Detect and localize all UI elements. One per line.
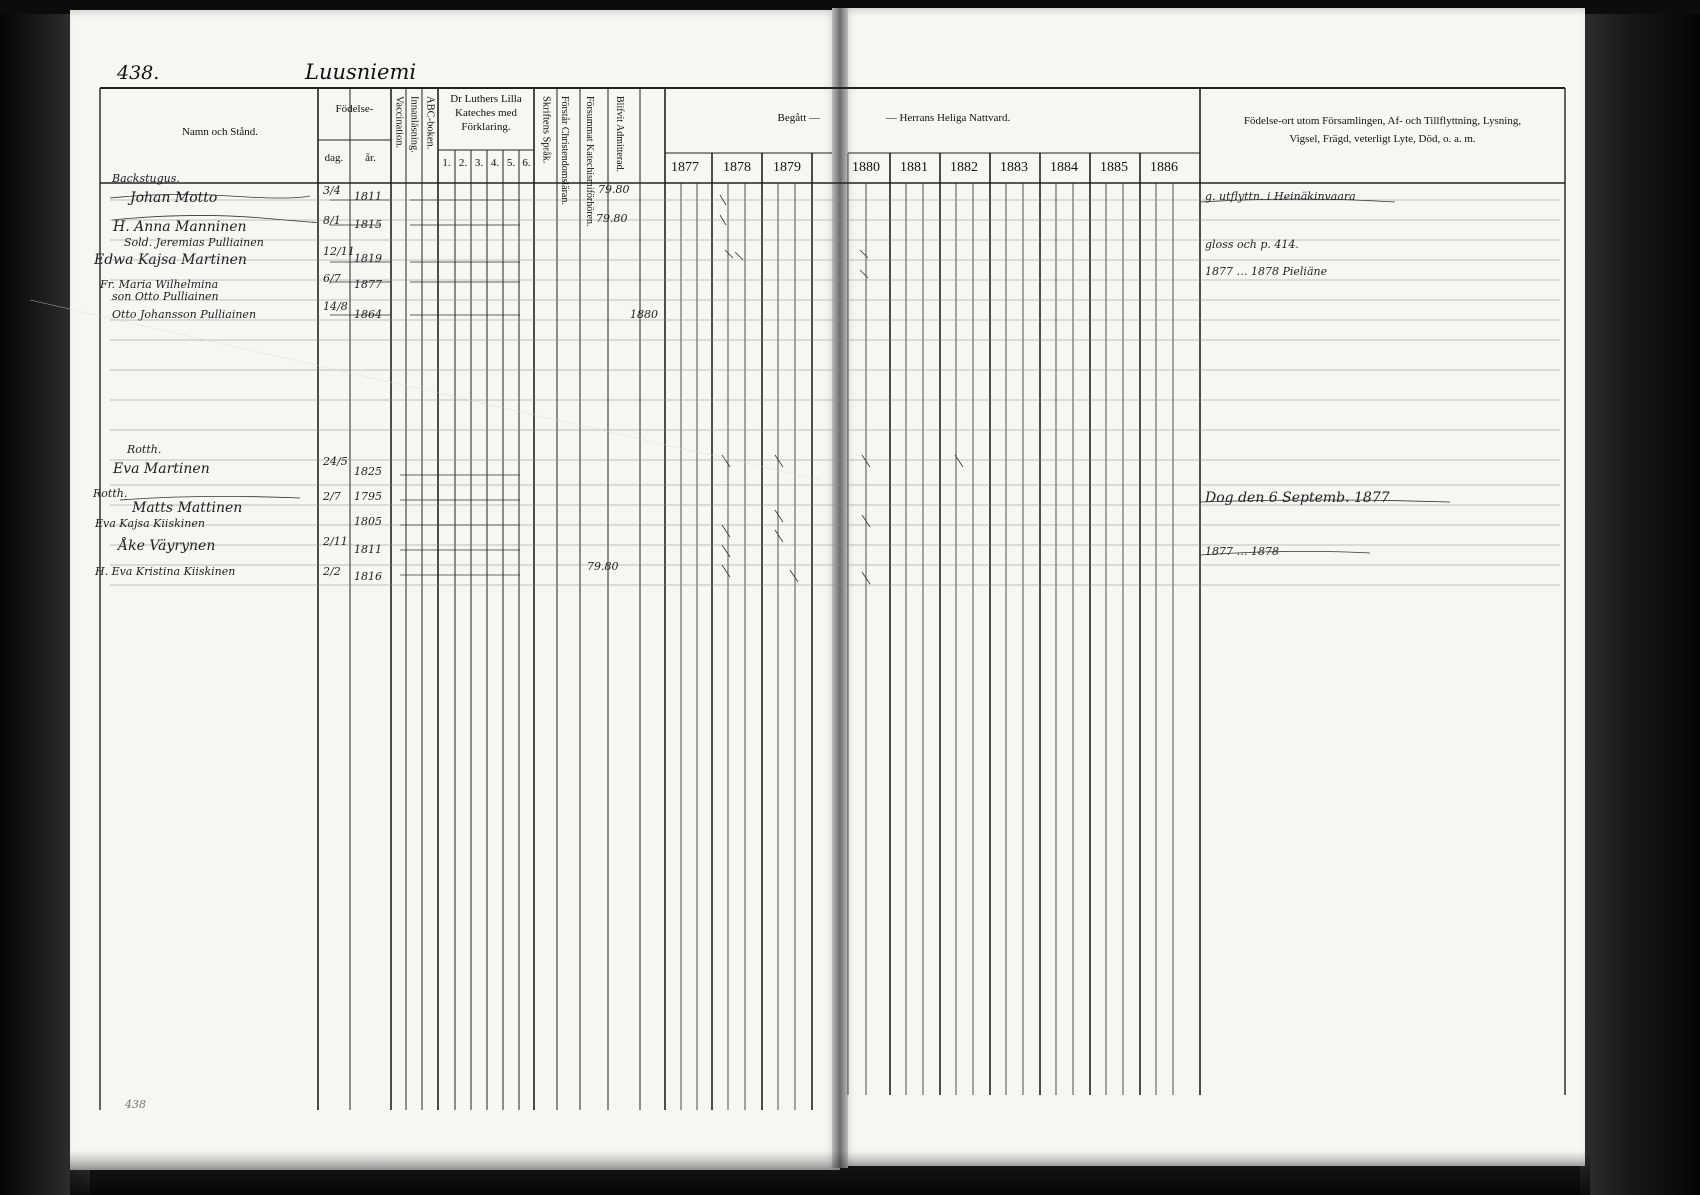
entry-7-remark: Dog den 6 Septemb. 1877 bbox=[1205, 490, 1390, 506]
header-cat-1: 1. bbox=[442, 157, 451, 169]
entry-1-day: 3/4 bbox=[323, 184, 341, 197]
year-1878: 1878 bbox=[723, 160, 751, 175]
entry-10-day: 2/2 bbox=[323, 565, 341, 578]
header-year: år. bbox=[365, 152, 376, 164]
entry-1-remark: g. utflyttn. i Heinäkinvaara bbox=[1205, 190, 1356, 203]
year-1877: 1877 bbox=[671, 160, 699, 175]
entry-1-missed: 79.80 bbox=[598, 183, 630, 196]
year-1881: 1881 bbox=[900, 160, 928, 175]
year-1879: 1879 bbox=[773, 160, 801, 175]
entry-3-day: 12/11 bbox=[323, 245, 355, 258]
header-cat-2: 2. bbox=[458, 157, 468, 169]
entry-9-year: 1811 bbox=[354, 543, 382, 556]
entry-9-name: Åke Väyrynen bbox=[118, 538, 216, 554]
header-day: dag. bbox=[324, 152, 344, 164]
header-catechism-line1: Dr Luthers Lilla bbox=[450, 93, 522, 105]
header-reading: Innanläsning. bbox=[408, 96, 420, 153]
header-begatt: Begått — bbox=[777, 112, 820, 124]
year-1883: 1883 bbox=[1000, 160, 1028, 175]
header-remarks-line2: Vigsel, Frägd, veterligt Lyte, Död, o. a. m. bbox=[1289, 133, 1476, 146]
entry-7-prefix: Rotth. bbox=[93, 487, 128, 500]
year-1886: 1886 bbox=[1150, 160, 1178, 175]
entry-8-name: Eva Kajsa Kiiskinen bbox=[95, 517, 205, 530]
header-cat-3: 3. bbox=[474, 157, 484, 169]
header-cat-5: 5. bbox=[506, 157, 516, 169]
entry-4-note: son Otto Pulliainen bbox=[112, 290, 219, 303]
entry-7-day: 2/7 bbox=[323, 490, 341, 503]
footer-page-number: 438 bbox=[125, 1098, 146, 1111]
entry-8-year: 1805 bbox=[354, 515, 382, 528]
entry-3-name: Edwa Kajsa Martinen bbox=[94, 252, 247, 268]
header-holy-communion: — Herrans Heliga Nattvard. bbox=[885, 112, 1011, 124]
header-name-and-status: Namn och Stånd. bbox=[181, 126, 259, 138]
header-missed-catechism: Försummat Katechismiförhören. bbox=[584, 96, 595, 227]
header-christian-doctrine: Förstår Christendomsläran. bbox=[559, 96, 570, 205]
year-1884: 1884 bbox=[1050, 160, 1078, 175]
entry-10-year: 1816 bbox=[354, 570, 382, 583]
header-cat-4: 4. bbox=[490, 157, 500, 169]
year-1880: 1880 bbox=[852, 160, 880, 175]
entry-6-day: 24/5 bbox=[323, 455, 348, 468]
header-catechism-line3: Förklaring. bbox=[461, 120, 511, 133]
header-admitted: Blifvit Admitterad. bbox=[614, 96, 625, 173]
entry-2-missed: 79.80 bbox=[596, 212, 628, 225]
header-remarks-line1: Födelse-ort utom Församlingen, Af- och Tillflyttning, Lysning, bbox=[1243, 115, 1522, 127]
entry-7-year: 1795 bbox=[354, 490, 382, 503]
entry-1-prefix: Backstugus. bbox=[112, 172, 180, 185]
entry-9-day: 2/11 bbox=[323, 535, 348, 548]
entry-3-year: 1819 bbox=[354, 252, 382, 265]
entry-2-day: 8/1 bbox=[323, 214, 341, 227]
entry-3-prefix: Sold. Jeremias Pulliainen bbox=[124, 236, 264, 249]
entry-6-prefix: Rotth. bbox=[127, 443, 162, 456]
page-number: 438. bbox=[117, 62, 160, 84]
header-remarks bbox=[1200, 112, 1565, 148]
header-cat-6: 6. bbox=[522, 157, 531, 169]
entry-2-name: H. Anna Manninen bbox=[113, 219, 247, 235]
entry-4-name: Fr. Maria Wilhelmina bbox=[100, 278, 219, 291]
header-vaccination: Vaccination. bbox=[393, 96, 405, 149]
entry-5-year: 1864 bbox=[354, 308, 382, 321]
entry-5-name: Otto Johansson Pulliainen bbox=[112, 308, 257, 321]
entry-4-remark: 1877 … 1878 Pieliäne bbox=[1205, 265, 1328, 278]
entry-3-remark: gloss och p. 414. bbox=[1205, 238, 1299, 251]
village-name: Luusniemi bbox=[305, 60, 417, 84]
entry-5-day: 14/8 bbox=[323, 300, 348, 313]
header-scripture: Skriftens Språk. bbox=[540, 96, 552, 164]
entry-10-missed: 79.80 bbox=[587, 560, 619, 573]
page-bottom-shadow bbox=[70, 1150, 1590, 1195]
entry-7-name: Matts Mattinen bbox=[132, 500, 243, 516]
header-abc-book: ABC-boken. bbox=[424, 96, 436, 150]
header-catechism-line2: Kateches med bbox=[455, 106, 517, 119]
entry-10-name: H. Eva Kristina Kiiskinen bbox=[95, 565, 236, 578]
entry-6-year: 1825 bbox=[354, 465, 382, 478]
header-birth: Födelse- bbox=[335, 103, 374, 115]
entry-6-name: Eva Martinen bbox=[113, 461, 210, 477]
entry-5-admitted: 1880 bbox=[630, 308, 658, 321]
entry-4-year: 1877 bbox=[354, 278, 382, 291]
year-1882: 1882 bbox=[950, 160, 978, 175]
entry-1-year: 1811 bbox=[354, 190, 382, 203]
entry-9-remark: 1877 … 1878 bbox=[1205, 545, 1279, 558]
entry-2-year: 1815 bbox=[354, 218, 382, 231]
header-catechism bbox=[438, 93, 534, 134]
entry-1-name: Johan Motto bbox=[130, 190, 218, 206]
year-1885: 1885 bbox=[1100, 160, 1128, 175]
entry-4-day: 6/7 bbox=[323, 272, 341, 285]
